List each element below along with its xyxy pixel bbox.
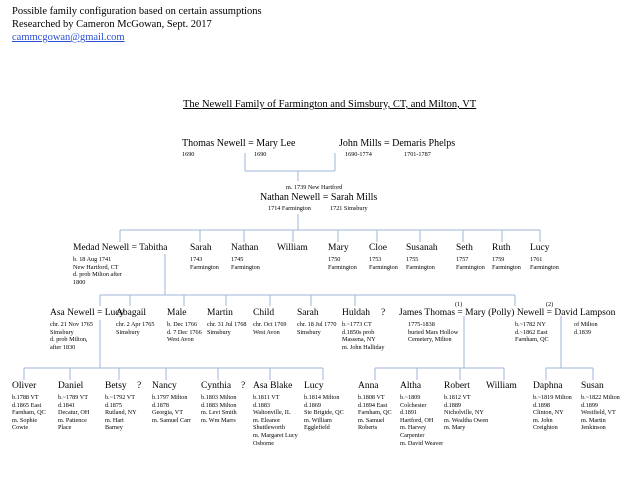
lampson-details: of Milton d.1839 bbox=[574, 321, 598, 336]
person-susan: Susan bbox=[581, 381, 604, 391]
daphna-details: b.~1819 Milton d.1898 Clinton, NY m. John Creighton bbox=[533, 394, 572, 432]
person-sarah-gen4: Sarah bbox=[297, 308, 319, 318]
mary-lee-date: 1690 bbox=[254, 151, 267, 158]
person-betsy: Betsy bbox=[105, 381, 127, 391]
person-daniel: Daniel bbox=[58, 381, 84, 391]
person-abagail: Abagail bbox=[116, 308, 147, 318]
betsy-uncertain-mark: ? bbox=[137, 381, 142, 391]
person-nancy: Nancy bbox=[152, 381, 177, 391]
asa-blake-details: b.1811 VT d.1883 Waltonville, IL m. Eleanor Shuttleworth m. Margaret Lucy Osborne bbox=[253, 394, 298, 447]
susanah-details: 1755 Farmington bbox=[406, 256, 435, 271]
lucy-gen5-details: b.1814 Milton d.1869 Ste Brigide, QC m. William Egglefield bbox=[304, 394, 344, 432]
male-details: b. Dec 1766 d. 7 Dec 1766 West Avon bbox=[167, 321, 202, 344]
altha-details: b.~1809 Colchester d.1891 Hartford, OH m. Harvey Carpenter m. David Weaver bbox=[400, 394, 444, 447]
james-thomas-details: 1775-1838 buried Mars Hollow Cemetery, Milton bbox=[408, 321, 459, 344]
demaris-phelps-dates: 1701-1787 bbox=[404, 151, 431, 158]
anna-details: b.1808 VT d.1894 East Farnham, QC m. Samuel Roberts bbox=[358, 394, 392, 432]
huldah-uncertain-mark: ? bbox=[381, 308, 386, 318]
person-robert: Robert bbox=[444, 381, 470, 391]
person-william-gen5: William bbox=[486, 381, 517, 391]
marriage-note: m. 1739 New Hartford bbox=[286, 184, 343, 191]
person-anna: Anna bbox=[358, 381, 379, 391]
couple-asa-lucy: Asa Newell = Lucy bbox=[50, 308, 125, 318]
header-researcher: Researched by Cameron McGowan, Sept. 2017 bbox=[12, 19, 212, 30]
person-mary: Mary bbox=[328, 243, 349, 253]
lucy-details: 1761 Farmington bbox=[530, 256, 559, 271]
nathan-newell-birth: 1714 Farmington bbox=[268, 205, 311, 212]
cloe-details: 1753 Farmington bbox=[369, 256, 398, 271]
abagail-details: chr. 2 Apr 1765 Simsbury bbox=[116, 321, 155, 336]
couple-nathan-sarah: Nathan Newell = Sarah Mills bbox=[260, 192, 378, 203]
nancy-details: b.1797 Milton d.1878 Georgia, VT m. Samuel Carr bbox=[152, 394, 192, 424]
person-lucy: Lucy bbox=[530, 243, 550, 253]
person-cynthia: Cynthia bbox=[201, 381, 232, 391]
huldah-details: b.~1773 CT d.1850s prob Massena, NY m. John Halliday bbox=[342, 321, 385, 351]
betsy-details: b.~1792 VT d.1875 Rutland, NY m. Hart Barney bbox=[105, 394, 137, 432]
marriage-marker-2: (2) bbox=[546, 301, 554, 308]
daniel-details: b.~1789 VT d.1841 Decatur, OH m. Patience Place bbox=[58, 394, 90, 432]
sarah-details: 1743 Farmington bbox=[190, 256, 219, 271]
couple-mills-phelps: John Mills = Demaris Phelps bbox=[339, 138, 456, 149]
person-cloe: Cloe bbox=[369, 243, 387, 253]
child-details: chr. Oct 1769 West Avon bbox=[253, 321, 287, 336]
header-assumption-note: Possible family configuration based on certain assumptions bbox=[12, 6, 262, 17]
medad-details: b. 18 Aug 1741 New Hartford, CT d. prob Milton after 1800 bbox=[73, 256, 122, 286]
person-asa-blake: Asa Blake bbox=[253, 381, 293, 391]
cynthia-details: b.1803 Milton d.1883 Milton m. Levi Smith m. Wm Marrs bbox=[201, 394, 237, 424]
thomas-newell-date: 1690 bbox=[182, 151, 195, 158]
person-nathan: Nathan bbox=[231, 243, 259, 253]
person-altha: Altha bbox=[400, 381, 422, 391]
email-link[interactable]: cammcgowan@gmail.com bbox=[12, 32, 125, 43]
susan-details: b.~1822 Milton d.1899 Westfield, VT m. Martin Jenkinson bbox=[581, 394, 620, 432]
polly-details: b.~1782 NY d.~1862 East Farnham, QC bbox=[515, 321, 549, 344]
martin-details: chr. 31 Jul 1768 Simsbury bbox=[207, 321, 247, 336]
robert-details: b.1812 VT d.1889 Nicholville, NY m. Wealtha Owen m. Mary bbox=[444, 394, 489, 432]
oliver-details: b.1788 VT d.1865 East Farnham, QC m. Sophie Cowie bbox=[12, 394, 46, 432]
seth-details: 1757 Farmington bbox=[456, 256, 485, 271]
couple-newell-lee: Thomas Newell = Mary Lee bbox=[182, 138, 296, 149]
couple-thomas-polly-lampson: James Thomas = Mary (Polly) Newell = David Lampson bbox=[399, 308, 616, 318]
asa-details: chr. 21 Nov 1765 Simsbury d. prob Milton, after 1830 bbox=[50, 321, 93, 351]
person-oliver: Oliver bbox=[12, 381, 37, 391]
marriage-marker-1: (1) bbox=[455, 301, 463, 308]
person-daphna: Daphna bbox=[533, 381, 563, 391]
cynthia-uncertain-mark: ? bbox=[241, 381, 246, 391]
person-huldah: Huldah bbox=[342, 308, 370, 318]
person-child: Child bbox=[253, 308, 275, 318]
person-susanah: Susanah bbox=[406, 243, 438, 253]
person-ruth: Ruth bbox=[492, 243, 511, 253]
ruth-details: 1759 Farmington bbox=[492, 256, 521, 271]
person-male: Male bbox=[167, 308, 187, 318]
tree-title: The Newell Family of Farmington and Simsbury, CT, and Milton, VT bbox=[183, 99, 477, 110]
couple-medad-tabitha: Medad Newell = Tabitha bbox=[73, 243, 168, 253]
person-lucy-gen5: Lucy bbox=[304, 381, 324, 391]
sarah-mills-birth: 1721 Simsbury bbox=[330, 205, 368, 212]
person-william: William bbox=[277, 243, 308, 253]
nathan-details: 1745 Farmington bbox=[231, 256, 260, 271]
john-mills-dates: 1690-1774 bbox=[345, 151, 372, 158]
sarah-gen4-details: chr. 18 Jul 1770 Simsbury bbox=[297, 321, 337, 336]
person-martin: Martin bbox=[207, 308, 233, 318]
mary-details: 1750 Farmington bbox=[328, 256, 357, 271]
person-sarah: Sarah bbox=[190, 243, 212, 253]
person-seth: Seth bbox=[456, 243, 473, 253]
